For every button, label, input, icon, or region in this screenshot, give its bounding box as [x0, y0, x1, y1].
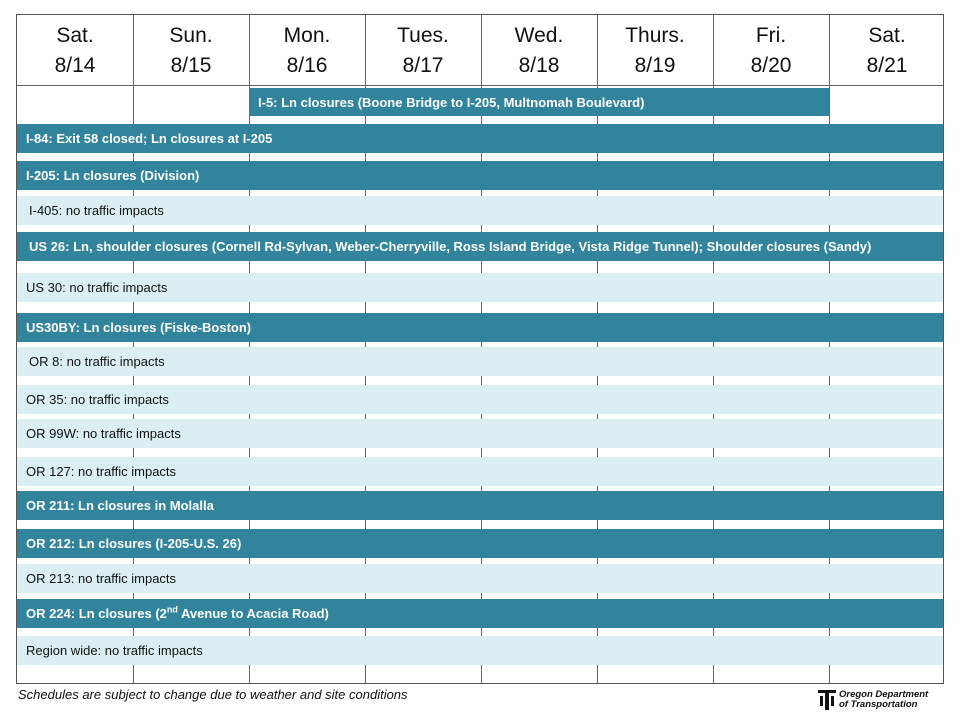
row-i405	[17, 196, 943, 225]
day-header-sun	[133, 15, 249, 85]
row-label: US30BY: Ln closures (Fiske-Boston)	[26, 320, 252, 335]
row-label: OR 35: no traffic impacts	[26, 392, 169, 407]
row-label: US 30: no traffic impacts	[26, 280, 168, 295]
header-divider	[17, 85, 943, 86]
day-date: 8/14	[54, 54, 96, 77]
row-or99w	[17, 419, 943, 448]
row-or127	[17, 457, 943, 486]
day-date: 8/21	[866, 54, 908, 77]
row-or212	[17, 529, 943, 558]
logo-line-2: of Transportation	[839, 699, 918, 710]
row-label-pre: OR 224: Ln closures (2	[26, 606, 167, 621]
row-i84	[17, 124, 943, 153]
row-label: I-84: Exit 58 closed; Ln closures at I-205	[26, 131, 273, 146]
row-label: I-205: Ln closures (Division)	[26, 168, 200, 183]
row-or211	[17, 491, 943, 520]
row-or213	[17, 564, 943, 593]
row-or35	[17, 385, 943, 414]
row-or224	[17, 599, 943, 628]
day-date: 8/18	[518, 54, 560, 77]
row-i205	[17, 161, 943, 190]
day-date: 8/17	[402, 54, 444, 77]
row-label: OR 127: no traffic impacts	[26, 464, 177, 479]
day-name: Fri.	[755, 24, 787, 47]
day-name: Mon.	[283, 24, 331, 47]
row-label: OR 211: Ln closures in Molalla	[26, 498, 214, 513]
row-us30by	[17, 313, 943, 342]
row-or8	[17, 347, 943, 376]
footnote: Schedules are subject to change due to weather and site conditions	[18, 687, 408, 702]
row-region-wide	[17, 636, 943, 665]
day-date: 8/15	[170, 54, 212, 77]
odot-logo-icon	[818, 690, 836, 710]
row-label: OR 213: no traffic impacts	[26, 571, 177, 586]
schedule-grid	[16, 14, 944, 684]
row-label: OR 8: no traffic impacts	[29, 354, 165, 369]
day-date: 8/19	[634, 54, 676, 77]
day-name: Thurs.	[625, 24, 685, 47]
odot-logo-text	[839, 690, 928, 710]
row-us30	[17, 273, 943, 302]
day-header-thu	[597, 15, 713, 85]
row-label-post: Avenue to Acacia Road)	[177, 606, 329, 621]
day-name: Sat.	[868, 24, 906, 47]
day-name: Tues.	[397, 24, 449, 47]
row-label	[26, 604, 329, 621]
row-label: US 26: Ln, shoulder closures (Cornell Rd-Sylvan, Weber-Cherryville, Ross Island Bridge, Vista Ridge Tunnel); Shoulder closures (Sandy)	[29, 239, 872, 254]
row-label: OR 99W: no traffic impacts	[26, 426, 181, 441]
day-header-mon	[249, 15, 365, 85]
day-header-wed	[481, 15, 597, 85]
day-date: 8/20	[750, 54, 792, 77]
odot-logo	[818, 690, 928, 710]
day-date: 8/16	[286, 54, 328, 77]
row-us26	[17, 232, 943, 261]
day-name: Sat.	[56, 24, 94, 47]
day-name: Wed.	[514, 24, 564, 47]
day-name: Sun.	[169, 24, 213, 47]
row-label: Region wide: no traffic impacts	[26, 643, 203, 658]
day-header-fri	[713, 15, 829, 85]
row-label: I-405: no traffic impacts	[29, 203, 164, 218]
row-label: I-5: Ln closures (Boone Bridge to I-205, Multnomah Boulevard)	[258, 94, 645, 110]
logo-line-1: Oregon Department	[839, 689, 929, 700]
day-header-tue	[365, 15, 481, 85]
day-header-sat-2	[829, 15, 945, 85]
row-label-sup: nd	[166, 604, 178, 615]
day-header-sat-1	[17, 15, 133, 85]
row-label: OR 212: Ln closures (I-205-U.S. 26)	[26, 536, 242, 551]
row-i5	[249, 88, 829, 116]
